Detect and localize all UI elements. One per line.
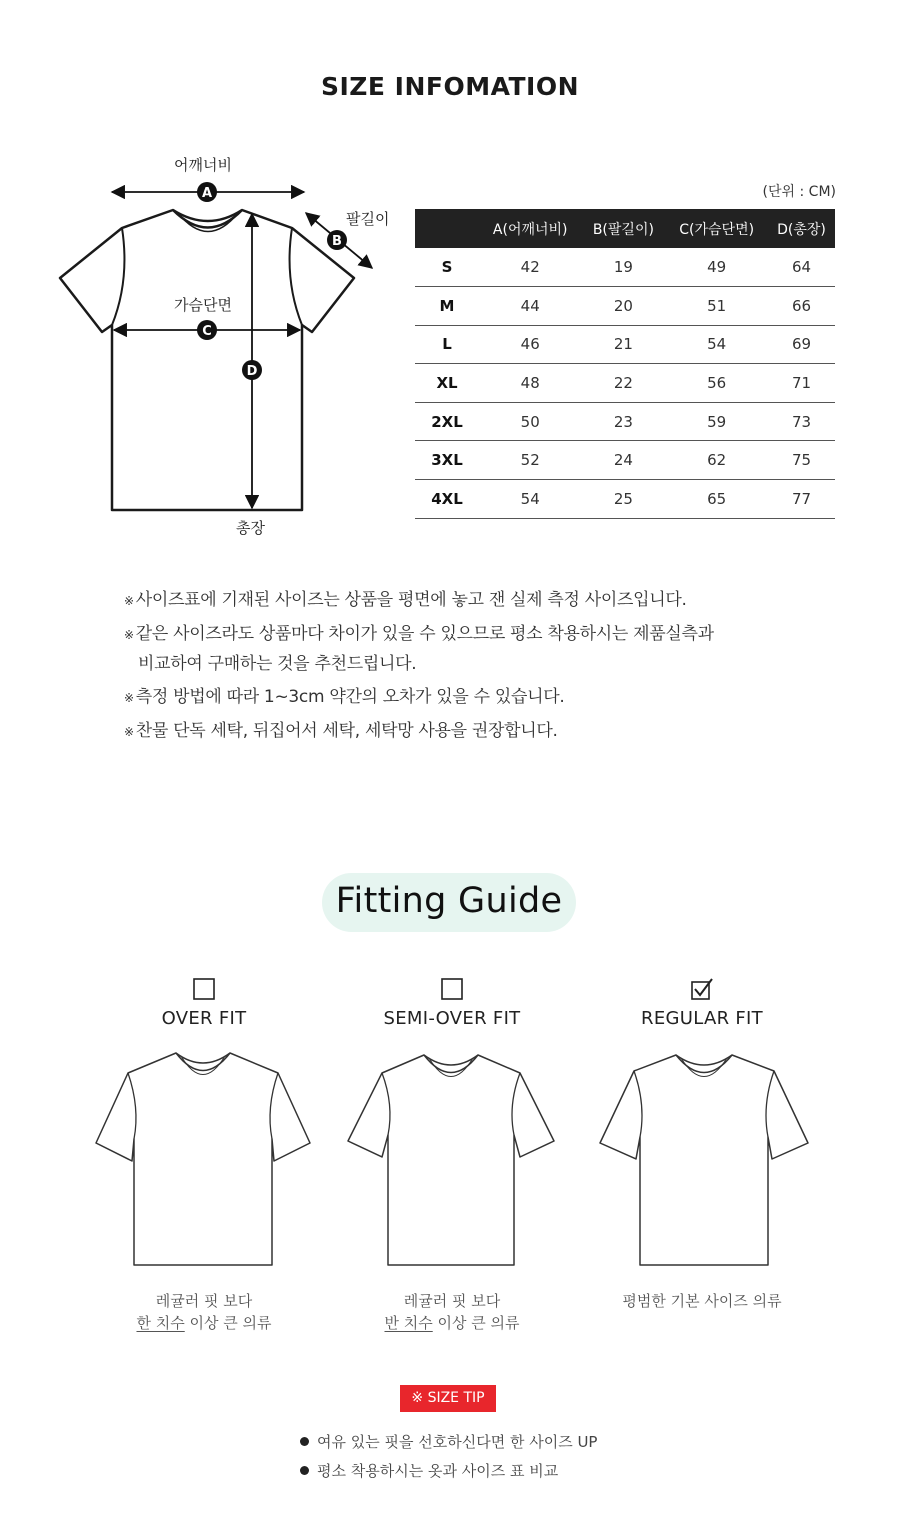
svg-text:D: D [246, 364, 258, 379]
size-cell: XL [415, 364, 479, 403]
fit-description: 레귤러 핏 보다 반 치수 이상 큰 의류 [384, 1292, 520, 1332]
size-tips [300, 1428, 597, 1486]
table-cell: 77 [768, 480, 835, 519]
unit-label: (단위 : CM) [762, 184, 836, 200]
fit-description: 평범한 기본 사이즈 의류 [622, 1292, 782, 1310]
svg-text:A: A [201, 186, 213, 201]
marker-c [197, 320, 217, 340]
length-label: 총장 [236, 519, 265, 537]
table-cell: 59 [665, 402, 768, 441]
shoulder-label: 어깨너비 [174, 156, 232, 174]
note-item: ※ 찬물 단독 세탁, 뒤집어서 세탁, 세탁망 사용을 권장합니다. [124, 721, 558, 741]
table-header-row [415, 209, 835, 248]
note-continuation: 비교하여 구매하는 것을 추천드립니다. [138, 654, 417, 674]
table-cell: 62 [665, 441, 768, 480]
table-cell: 71 [768, 364, 835, 403]
table-cell: 56 [665, 364, 768, 403]
tshirt-icon [94, 1043, 314, 1268]
table-cell: 65 [665, 480, 768, 519]
table-cell: 19 [581, 248, 665, 287]
table-cell: 21 [581, 325, 665, 364]
table-cell: 20 [581, 287, 665, 326]
table-row [415, 248, 835, 287]
note-item: ※ 측정 방법에 따라 1~3cm 약간의 오차가 있을 수 있습니다. [124, 687, 565, 707]
table-cell: 66 [768, 287, 835, 326]
table-cell: 49 [665, 248, 768, 287]
fitting-guide-title: Fitting Guide [322, 873, 576, 932]
fit-option-regular [572, 978, 832, 1312]
size-cell: 4XL [415, 480, 479, 519]
table-cell: 46 [479, 325, 581, 364]
note-item: ※ 같은 사이즈라도 상품마다 차이가 있을 수 있으므로 평소 착용하시는 제품실측과 [124, 624, 714, 644]
table-header-cell [415, 209, 479, 248]
fit-option-semi-over [322, 978, 582, 1334]
table-cell: 73 [768, 402, 835, 441]
bullet-icon [300, 1437, 309, 1446]
table-row [415, 402, 835, 441]
table-cell: 69 [768, 325, 835, 364]
table-cell: 50 [479, 402, 581, 441]
note-item: ※ 사이즈표에 기재된 사이즈는 상품을 평면에 놓고 잰 실제 측정 사이즈입니다. [124, 590, 687, 610]
page-title: SIZE INFOMATION [320, 72, 580, 101]
table-cell: 51 [665, 287, 768, 326]
fit-name: OVER FIT [161, 1008, 247, 1029]
svg-text:B: B [332, 234, 342, 249]
sleeve-label: 팔길이 [346, 210, 390, 228]
tshirt-icon [592, 1043, 812, 1268]
table-row [415, 325, 835, 364]
checkbox-checked-icon [691, 978, 713, 1000]
table-cell: 44 [479, 287, 581, 326]
marker-a [197, 182, 217, 202]
tshirt-icon [342, 1043, 562, 1268]
table-cell: 52 [479, 441, 581, 480]
checkbox-empty-icon [441, 978, 463, 1000]
table-header-cell: B(팔길이) [581, 209, 665, 248]
table-row [415, 441, 835, 480]
table-cell: 22 [581, 364, 665, 403]
table-row [415, 287, 835, 326]
table-cell: 25 [581, 480, 665, 519]
fit-option-over [74, 978, 334, 1334]
table-header-cell: D(총장) [768, 209, 835, 248]
fit-name: SEMI-OVER FIT [383, 1008, 521, 1029]
fit-name: REGULAR FIT [641, 1008, 763, 1029]
tshirt-outline [60, 210, 354, 510]
checkbox-empty-icon [193, 978, 215, 1000]
fit-description: 레귤러 핏 보다 한 치수 이상 큰 의류 [136, 1292, 272, 1332]
table-cell: 48 [479, 364, 581, 403]
size-cell: L [415, 325, 479, 364]
table-cell: 24 [581, 441, 665, 480]
table-cell: 23 [581, 402, 665, 441]
table-cell: 54 [665, 325, 768, 364]
size-cell: 3XL [415, 441, 479, 480]
size-cell: S [415, 248, 479, 287]
chest-label: 가슴단면 [174, 296, 232, 314]
svg-text:C: C [202, 324, 212, 339]
size-table [415, 209, 835, 519]
table-header-cell: A(어깨너비) [479, 209, 581, 248]
marker-b [327, 230, 347, 250]
size-cell: 2XL [415, 402, 479, 441]
table-row [415, 480, 835, 519]
table-cell: 42 [479, 248, 581, 287]
table-cell: 64 [768, 248, 835, 287]
size-tip-badge: ※ SIZE TIP [400, 1385, 496, 1412]
bullet-icon [300, 1466, 309, 1475]
table-row [415, 364, 835, 403]
table-header-cell: C(가슴단면) [665, 209, 768, 248]
tip-item: 여유 있는 핏을 선호하신다면 한 사이즈 UP [300, 1428, 597, 1457]
size-notes [124, 584, 824, 749]
marker-d [242, 360, 262, 380]
table-cell: 75 [768, 441, 835, 480]
tip-item: 평소 착용하시는 옷과 사이즈 표 비교 [300, 1457, 597, 1486]
table-cell: 54 [479, 480, 581, 519]
size-cell: M [415, 287, 479, 326]
